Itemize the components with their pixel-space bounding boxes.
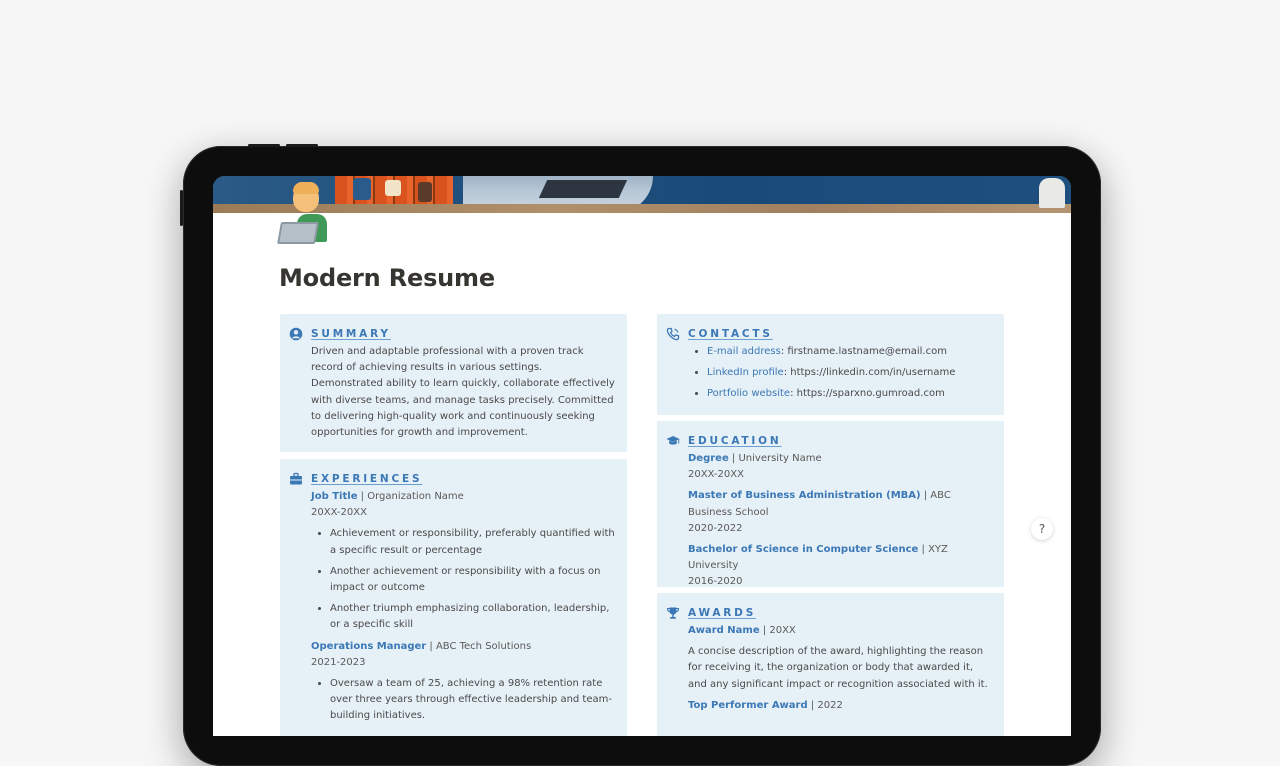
education-dates: 2016-2020 — [688, 576, 743, 588]
school: | University Name — [728, 453, 822, 464]
education-card[interactable] — [657, 421, 1004, 587]
page-emoji-icon[interactable] — [279, 182, 331, 240]
experiences-heading: EXPERIENCES — [311, 473, 423, 485]
summary-text: Driven and adaptable professional with a proven track record of achieving results in various settings. Demonstrated ability to learn quickly, collaborate effectively with diverse teams, and manage tasks precisely. Committed to delivering high-quality work and continuously seeking opportunities for growth and improvement. — [311, 346, 615, 439]
education-entry — [688, 542, 992, 574]
side-button — [180, 190, 183, 226]
job-dates: 20XX-20XX — [311, 507, 367, 519]
contacts-card[interactable] — [657, 314, 1004, 415]
awards-card[interactable] — [657, 593, 1004, 736]
list-item: • Another achievement or responsibility with a focus on impact or outcome — [330, 564, 615, 596]
contact-linkedin — [707, 365, 992, 381]
contact-label[interactable]: E-mail address — [707, 346, 781, 357]
help-button[interactable]: ? — [1031, 518, 1053, 540]
school: | XYZ University — [688, 544, 948, 572]
awards-heading: AWARDS — [688, 607, 757, 619]
school: | ABC Business School — [688, 490, 951, 518]
contact-label[interactable]: LinkedIn profile — [707, 367, 784, 379]
award-year: | 20XX — [759, 625, 796, 636]
contacts-list — [688, 344, 992, 403]
degree: Bachelor of Science in Computer Science — [688, 544, 919, 556]
briefcase-icon — [289, 472, 303, 486]
education-heading: EDUCATION — [688, 435, 782, 447]
list-item: • Oversaw a team of 25, achieving a 98% retention rate over three years through effective leadership and team-building initiatives. — [330, 676, 615, 725]
contact-value: : firstname.lastname@email.com — [780, 346, 947, 357]
award-entry — [688, 698, 992, 714]
award-entry — [688, 623, 992, 639]
contact-label[interactable]: Portfolio website — [707, 388, 791, 400]
education-dates: 20XX-20XX — [688, 469, 744, 481]
job-header — [311, 489, 615, 505]
contact-value: : https://sparxno.gumroad.com — [790, 388, 945, 400]
list-item: • Another triumph emphasizing collaboration, leadership, or a specific skill — [330, 601, 615, 633]
degree: Degree — [688, 453, 729, 464]
award-name: Award Name — [688, 625, 760, 636]
summary-heading: SUMMARY — [311, 328, 391, 340]
job-header — [311, 639, 615, 655]
contacts-heading: CONTACTS — [688, 328, 773, 340]
contact-email — [707, 344, 992, 360]
job-bullets — [311, 676, 615, 725]
contact-portfolio — [707, 386, 992, 402]
summary-card[interactable] — [280, 314, 627, 452]
education-entry — [688, 488, 992, 520]
graduation-cap-icon — [666, 434, 680, 448]
volume-button-2 — [286, 144, 318, 147]
volume-button — [248, 144, 280, 147]
job-title: Job Title — [311, 491, 358, 502]
experiences-card[interactable] — [280, 459, 627, 736]
cover-image[interactable] — [213, 176, 1071, 213]
award-description: A concise description of the award, highlighting the reason for receiving it, the organization or body that awarded it, and any significant impact or recognition associated with it. — [688, 646, 988, 690]
job-organization: ABC Tech Solutions — [435, 640, 532, 652]
job-title: Operations Manager — [311, 640, 427, 652]
separator: | — [426, 640, 436, 652]
education-dates: 2020-2022 — [688, 522, 743, 534]
separator: | — [357, 491, 368, 502]
notion-page — [213, 176, 1071, 736]
job-bullets — [311, 526, 615, 633]
degree: Master of Business Administration (MBA) — [688, 490, 921, 502]
page-title[interactable]: Modern Resume — [279, 264, 495, 292]
education-entry — [688, 451, 992, 467]
award-name: Top Performer Award — [688, 699, 808, 711]
trophy-icon — [666, 606, 680, 620]
list-item: • Achievement or responsibility, preferably quantified with a specific result or percentage — [330, 526, 615, 558]
user-circle-icon — [289, 327, 303, 341]
award-year: | 2022 — [807, 699, 843, 711]
job-organization: Organization Name — [367, 491, 464, 502]
phone-icon — [666, 327, 680, 341]
job-dates: 2021-2023 — [311, 656, 366, 668]
contact-value: : https://linkedin.com/in/username — [783, 367, 956, 379]
